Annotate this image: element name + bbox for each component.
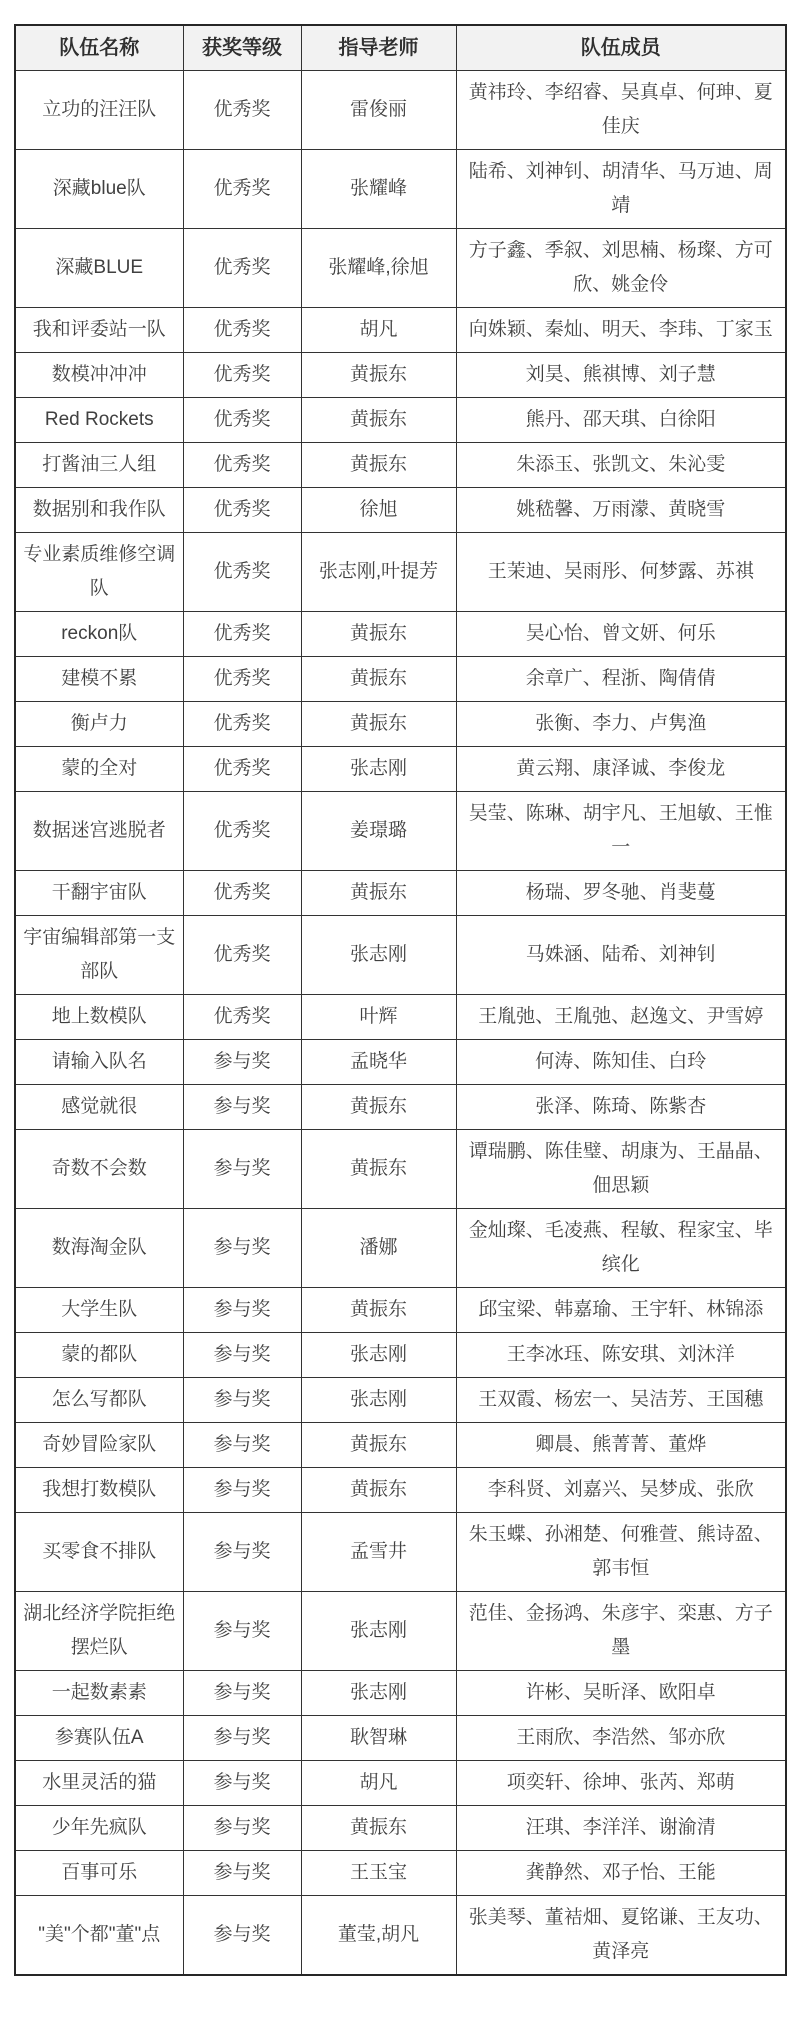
award-level-cell: 参与奖 <box>183 1423 301 1468</box>
teacher-cell: 黄振东 <box>301 1130 456 1209</box>
teacher-cell: 胡凡 <box>301 1761 456 1806</box>
table-header-row <box>15 25 786 71</box>
team-name-cell: 数模冲冲冲 <box>15 353 183 398</box>
team-name-cell: reckon队 <box>15 612 183 657</box>
team-name-cell: 深藏blue队 <box>15 150 183 229</box>
table-row <box>15 229 786 308</box>
award-level-cell: 优秀奖 <box>183 353 301 398</box>
teacher-cell: 黄振东 <box>301 443 456 488</box>
award-level-cell: 优秀奖 <box>183 995 301 1040</box>
team-name-cell: 奇妙冒险家队 <box>15 1423 183 1468</box>
teacher-cell: 黄振东 <box>301 1423 456 1468</box>
column-header-teacher: 指导老师 <box>301 25 456 71</box>
members-cell: 许彬、吴昕泽、欧阳卓 <box>456 1671 786 1716</box>
members-cell: 熊丹、邵天琪、白徐阳 <box>456 398 786 443</box>
members-cell: 马姝涵、陆希、刘神钊 <box>456 916 786 995</box>
team-name-cell: "美"个都"董"点 <box>15 1896 183 1976</box>
table-row <box>15 995 786 1040</box>
table-row <box>15 871 786 916</box>
members-cell: 陆希、刘神钊、胡清华、马万迪、周靖 <box>456 150 786 229</box>
teacher-cell: 黄振东 <box>301 657 456 702</box>
table-row <box>15 612 786 657</box>
award-level-cell: 优秀奖 <box>183 612 301 657</box>
members-cell: 王李冰珏、陈安琪、刘沐洋 <box>456 1333 786 1378</box>
table-row <box>15 308 786 353</box>
award-level-cell: 优秀奖 <box>183 398 301 443</box>
award-level-cell: 参与奖 <box>183 1806 301 1851</box>
award-level-cell: 优秀奖 <box>183 488 301 533</box>
award-level-cell: 参与奖 <box>183 1896 301 1976</box>
teacher-cell: 黄振东 <box>301 398 456 443</box>
award-level-cell: 优秀奖 <box>183 657 301 702</box>
award-level-cell: 参与奖 <box>183 1592 301 1671</box>
team-name-cell: 请输入队名 <box>15 1040 183 1085</box>
team-name-cell: 大学生队 <box>15 1288 183 1333</box>
table-row <box>15 71 786 150</box>
team-name-cell: 我想打数模队 <box>15 1468 183 1513</box>
teacher-cell: 黄振东 <box>301 612 456 657</box>
table-row <box>15 657 786 702</box>
members-cell: 卿晨、熊菁菁、董烨 <box>456 1423 786 1468</box>
teacher-cell: 潘娜 <box>301 1209 456 1288</box>
teacher-cell: 黄振东 <box>301 1288 456 1333</box>
award-level-cell: 优秀奖 <box>183 150 301 229</box>
teacher-cell: 黄振东 <box>301 1085 456 1130</box>
table-row <box>15 488 786 533</box>
table-row <box>15 398 786 443</box>
members-cell: 姚嵇馨、万雨濛、黄晓雪 <box>456 488 786 533</box>
table-row <box>15 792 786 871</box>
members-cell: 范佳、金扬鸿、朱彦宇、栾惠、方子墨 <box>456 1592 786 1671</box>
award-level-cell: 优秀奖 <box>183 871 301 916</box>
team-name-cell: 一起数素素 <box>15 1671 183 1716</box>
teacher-cell: 胡凡 <box>301 308 456 353</box>
team-name-cell: 干翻宇宙队 <box>15 871 183 916</box>
award-level-cell: 参与奖 <box>183 1513 301 1592</box>
award-level-cell: 优秀奖 <box>183 533 301 612</box>
table-row <box>15 1378 786 1423</box>
members-cell: 黄祎玲、李绍睿、吴真卓、何珅、夏佳庆 <box>456 71 786 150</box>
members-cell: 王胤弛、王胤弛、赵逸文、尹雪婷 <box>456 995 786 1040</box>
teacher-cell: 张志刚 <box>301 1333 456 1378</box>
award-level-cell: 优秀奖 <box>183 443 301 488</box>
team-name-cell: 怎么写都队 <box>15 1378 183 1423</box>
teacher-cell: 叶辉 <box>301 995 456 1040</box>
teacher-cell: 张志刚 <box>301 1671 456 1716</box>
teacher-cell: 黄振东 <box>301 871 456 916</box>
members-cell: 何涛、陈知佳、白玲 <box>456 1040 786 1085</box>
members-cell: 张美琴、董袺畑、夏铭谦、王友功、黄泽亮 <box>456 1896 786 1976</box>
award-level-cell: 参与奖 <box>183 1040 301 1085</box>
team-name-cell: 数据迷宫逃脱者 <box>15 792 183 871</box>
table-row <box>15 916 786 995</box>
members-cell: 张衡、李力、卢隽渔 <box>456 702 786 747</box>
award-level-cell: 参与奖 <box>183 1761 301 1806</box>
award-level-cell: 参与奖 <box>183 1085 301 1130</box>
table-row <box>15 353 786 398</box>
team-name-cell: 打酱油三人组 <box>15 443 183 488</box>
table-row <box>15 1040 786 1085</box>
award-level-cell: 优秀奖 <box>183 702 301 747</box>
teacher-cell: 张耀峰 <box>301 150 456 229</box>
table-row <box>15 1592 786 1671</box>
award-level-cell: 参与奖 <box>183 1130 301 1209</box>
teacher-cell: 张志刚 <box>301 747 456 792</box>
table-row <box>15 1513 786 1592</box>
team-name-cell: 专业素质维修空调队 <box>15 533 183 612</box>
table-row <box>15 1423 786 1468</box>
awards-table <box>14 24 787 1976</box>
team-name-cell: 衡卢力 <box>15 702 183 747</box>
table-row <box>15 747 786 792</box>
teacher-cell: 姜璟璐 <box>301 792 456 871</box>
teacher-cell: 黄振东 <box>301 1806 456 1851</box>
members-cell: 杨瑞、罗冬驰、肖斐蔓 <box>456 871 786 916</box>
members-cell: 谭瑞鹏、陈佳璧、胡康为、王晶晶、佃思颖 <box>456 1130 786 1209</box>
award-level-cell: 参与奖 <box>183 1851 301 1896</box>
members-cell: 方子鑫、季叙、刘思楠、杨璨、方可欣、姚金伶 <box>456 229 786 308</box>
column-header-award: 获奖等级 <box>183 25 301 71</box>
team-name-cell: 感觉就很 <box>15 1085 183 1130</box>
members-cell: 邱宝梁、韩嘉瑜、王宇轩、林锦添 <box>456 1288 786 1333</box>
table-row <box>15 1671 786 1716</box>
members-cell: 王雨欣、李浩然、邹亦欣 <box>456 1716 786 1761</box>
teacher-cell: 孟晓华 <box>301 1040 456 1085</box>
award-level-cell: 优秀奖 <box>183 792 301 871</box>
team-name-cell: 买零食不排队 <box>15 1513 183 1592</box>
award-level-cell: 优秀奖 <box>183 747 301 792</box>
team-name-cell: 数据别和我作队 <box>15 488 183 533</box>
award-level-cell: 参与奖 <box>183 1468 301 1513</box>
table-row <box>15 1896 786 1976</box>
members-cell: 朱添玉、张凯文、朱沁雯 <box>456 443 786 488</box>
team-name-cell: 数海淘金队 <box>15 1209 183 1288</box>
team-name-cell: 参赛队伍A <box>15 1716 183 1761</box>
table-row <box>15 1716 786 1761</box>
table-row <box>15 533 786 612</box>
teacher-cell: 耿智琳 <box>301 1716 456 1761</box>
members-cell: 吴莹、陈琳、胡宇凡、王旭敏、王惟一 <box>456 792 786 871</box>
members-cell: 项奕轩、徐坤、张芮、郑萌 <box>456 1761 786 1806</box>
teacher-cell: 王玉宝 <box>301 1851 456 1896</box>
teacher-cell: 雷俊丽 <box>301 71 456 150</box>
members-cell: 张泽、陈琦、陈紫杏 <box>456 1085 786 1130</box>
team-name-cell: 奇数不会数 <box>15 1130 183 1209</box>
teacher-cell: 黄振东 <box>301 353 456 398</box>
table-body <box>15 71 786 1976</box>
award-level-cell: 参与奖 <box>183 1671 301 1716</box>
column-header-members: 队伍成员 <box>456 25 786 71</box>
table-row <box>15 443 786 488</box>
team-name-cell: 蒙的都队 <box>15 1333 183 1378</box>
award-level-cell: 参与奖 <box>183 1288 301 1333</box>
members-cell: 黄云翔、康泽诚、李俊龙 <box>456 747 786 792</box>
teacher-cell: 张志刚,叶提芳 <box>301 533 456 612</box>
teacher-cell: 董莹,胡凡 <box>301 1896 456 1976</box>
award-level-cell: 优秀奖 <box>183 229 301 308</box>
award-level-cell: 参与奖 <box>183 1209 301 1288</box>
teacher-cell: 张志刚 <box>301 1378 456 1423</box>
team-name-cell: 水里灵活的猫 <box>15 1761 183 1806</box>
teacher-cell: 徐旭 <box>301 488 456 533</box>
team-name-cell: 深藏BLUE <box>15 229 183 308</box>
teacher-cell: 黄振东 <box>301 1468 456 1513</box>
table-row <box>15 1288 786 1333</box>
table-row <box>15 1085 786 1130</box>
team-name-cell: 地上数模队 <box>15 995 183 1040</box>
table-row <box>15 1333 786 1378</box>
award-level-cell: 优秀奖 <box>183 308 301 353</box>
table-row <box>15 1806 786 1851</box>
teacher-cell: 张志刚 <box>301 1592 456 1671</box>
team-name-cell: 宇宙编辑部第一支部队 <box>15 916 183 995</box>
table-row <box>15 1209 786 1288</box>
award-level-cell: 优秀奖 <box>183 916 301 995</box>
members-cell: 金灿璨、毛凌燕、程敏、程家宝、毕缤化 <box>456 1209 786 1288</box>
members-cell: 龚静然、邓子怡、王能 <box>456 1851 786 1896</box>
members-cell: 王茉迪、吴雨彤、何梦露、苏祺 <box>456 533 786 612</box>
award-level-cell: 参与奖 <box>183 1333 301 1378</box>
members-cell: 吴心怡、曾文妍、何乐 <box>456 612 786 657</box>
table-row <box>15 1468 786 1513</box>
members-cell: 朱玉蝶、孙湘楚、何雅萱、熊诗盈、郭韦恒 <box>456 1513 786 1592</box>
table-row <box>15 1761 786 1806</box>
team-name-cell: 少年先疯队 <box>15 1806 183 1851</box>
award-level-cell: 参与奖 <box>183 1716 301 1761</box>
members-cell: 王双霞、杨宏一、吴洁芳、王国穗 <box>456 1378 786 1423</box>
table-row <box>15 1851 786 1896</box>
team-name-cell: 立功的汪汪队 <box>15 71 183 150</box>
table-row <box>15 150 786 229</box>
team-name-cell: 我和评委站一队 <box>15 308 183 353</box>
members-cell: 汪琪、李洋洋、谢渝清 <box>456 1806 786 1851</box>
teacher-cell: 张志刚 <box>301 916 456 995</box>
members-cell: 余章广、程浙、陶倩倩 <box>456 657 786 702</box>
team-name-cell: 百事可乐 <box>15 1851 183 1896</box>
table-row <box>15 702 786 747</box>
team-name-cell: Red Rockets <box>15 398 183 443</box>
award-level-cell: 优秀奖 <box>183 71 301 150</box>
members-cell: 向姝颖、秦灿、明天、李玮、丁家玉 <box>456 308 786 353</box>
team-name-cell: 湖北经济学院拒绝摆烂队 <box>15 1592 183 1671</box>
teacher-cell: 孟雪井 <box>301 1513 456 1592</box>
table-row <box>15 1130 786 1209</box>
award-level-cell: 参与奖 <box>183 1378 301 1423</box>
members-cell: 刘昊、熊祺博、刘子慧 <box>456 353 786 398</box>
teacher-cell: 黄振东 <box>301 702 456 747</box>
team-name-cell: 蒙的全对 <box>15 747 183 792</box>
team-name-cell: 建模不累 <box>15 657 183 702</box>
column-header-team: 队伍名称 <box>15 25 183 71</box>
teacher-cell: 张耀峰,徐旭 <box>301 229 456 308</box>
members-cell: 李科贤、刘嘉兴、吴梦成、张欣 <box>456 1468 786 1513</box>
